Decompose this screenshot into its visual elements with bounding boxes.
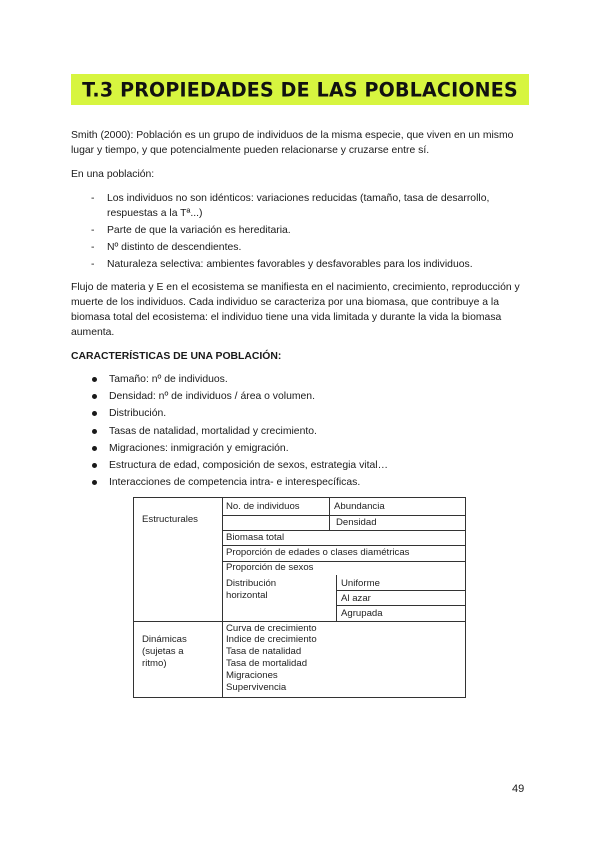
list-item: Migraciones: inmigración y emigración. <box>71 441 529 456</box>
uniforme-cell: Uniforme <box>341 578 380 589</box>
bullet-icon <box>92 394 97 399</box>
table-rule <box>337 590 465 591</box>
bullet-icon <box>92 480 97 485</box>
list-item: - Parte de que la variación es hereditaria. <box>91 225 291 236</box>
list-item: Densidad: nº de individuos / área o volumen. <box>71 389 529 404</box>
flow-paragraph: Flujo de materia y E en el ecosistema se manifiesta en el nacimiento, crecimiento, reproducción y muerte de los individuos. Cada individuo se caracteriza por una biomasa, que contribuye a la biomasa total del ecosistema: el individuo tiene una vida limitada y durante la vida la biomasa aumenta. <box>71 282 520 338</box>
agrupada-cell: Agrupada <box>341 608 383 619</box>
table-rule <box>336 575 337 621</box>
document-body <box>71 128 529 492</box>
table-rule <box>223 545 465 546</box>
proporcion-sexos-cell: Proporción de sexos <box>226 562 314 573</box>
table-rule <box>337 605 465 606</box>
bullet-icon <box>92 446 97 451</box>
population-attributes-table <box>133 497 466 698</box>
bullet-icon <box>92 463 97 468</box>
dinamicas-item: Supervivencia <box>226 682 287 693</box>
dinamicas-item: Curva de crecimiento <box>226 623 317 634</box>
table-rule <box>223 515 465 516</box>
list-item: Estructura de edad, composición de sexos, estrategia vital… <box>71 458 529 473</box>
table-rule <box>134 621 465 622</box>
distribucion-cell-line2: horizontal <box>226 590 268 601</box>
list-item: - Naturaleza selectiva: ambientes favorables y desfavorables para los individuos. <box>91 259 473 270</box>
dash-marker: - <box>91 225 95 236</box>
dinamicas-label-line2: (sujetas a <box>142 646 184 657</box>
population-lead: En una población: <box>71 169 155 180</box>
list-item: - Nº distinto de descendientes. <box>91 242 242 253</box>
list-item: Tamaño: nº de individuos. <box>71 372 529 387</box>
table-rule <box>222 498 223 697</box>
distribucion-cell: Distribución <box>226 578 277 589</box>
title-highlight <box>71 74 529 105</box>
page-number: 49 <box>512 783 525 795</box>
characteristics-list <box>71 372 529 490</box>
dinamicas-label: Dinámicas <box>142 634 187 645</box>
bullet-icon <box>92 429 97 434</box>
dinamicas-item: Tasa de mortalidad <box>226 658 308 669</box>
dash-marker: - <box>91 259 95 270</box>
dash-marker: - <box>91 193 95 204</box>
biomasa-cell: Biomasa total <box>226 532 285 543</box>
n-individuos-cell: No. de individuos <box>226 501 300 512</box>
densidad-cell: Densidad <box>336 517 377 528</box>
dinamicas-item: Indice de crecimiento <box>226 634 317 645</box>
table-rule <box>329 498 330 530</box>
population-traits-list <box>71 191 529 272</box>
list-item: - Los individuos no son idénticos: variaciones reducidas (tamaño, tasa de desarrollo, respuestas a la Tª...) <box>91 193 490 219</box>
bullet-icon <box>92 377 97 382</box>
bullet-icon <box>92 411 97 416</box>
estructurales-label: Estructurales <box>142 514 198 525</box>
table-rule <box>223 530 465 531</box>
list-item: Interacciones de competencia intra- e interespecíficas. <box>71 475 529 490</box>
list-item: Tasas de natalidad, mortalidad y crecimiento. <box>71 424 529 439</box>
dinamicas-item: Migraciones <box>226 670 278 681</box>
characteristics-heading: CARACTERÍSTICAS DE UNA POBLACIÓN: <box>71 351 282 362</box>
dinamicas-label-line3: ritmo) <box>142 658 167 669</box>
page-title: T.3 PROPIEDADES DE LAS POBLACIONES <box>82 77 518 102</box>
proporcion-edades-cell: Proporción de edades o clases diamétricas <box>226 547 410 558</box>
list-item: Distribución. <box>71 406 529 421</box>
abundancia-cell: Abundancia <box>334 501 385 512</box>
dinamicas-item: Tasa de natalidad <box>226 646 302 657</box>
dash-marker: - <box>91 242 95 253</box>
definition-paragraph: Smith (2000): Población es un grupo de individuos de la misma especie, que viven en un mismo lugar y tiempo, y que potencialmente pueden relacionarse y cruzarse entre sí. <box>71 130 514 156</box>
al-azar-cell: Al azar <box>341 593 371 604</box>
